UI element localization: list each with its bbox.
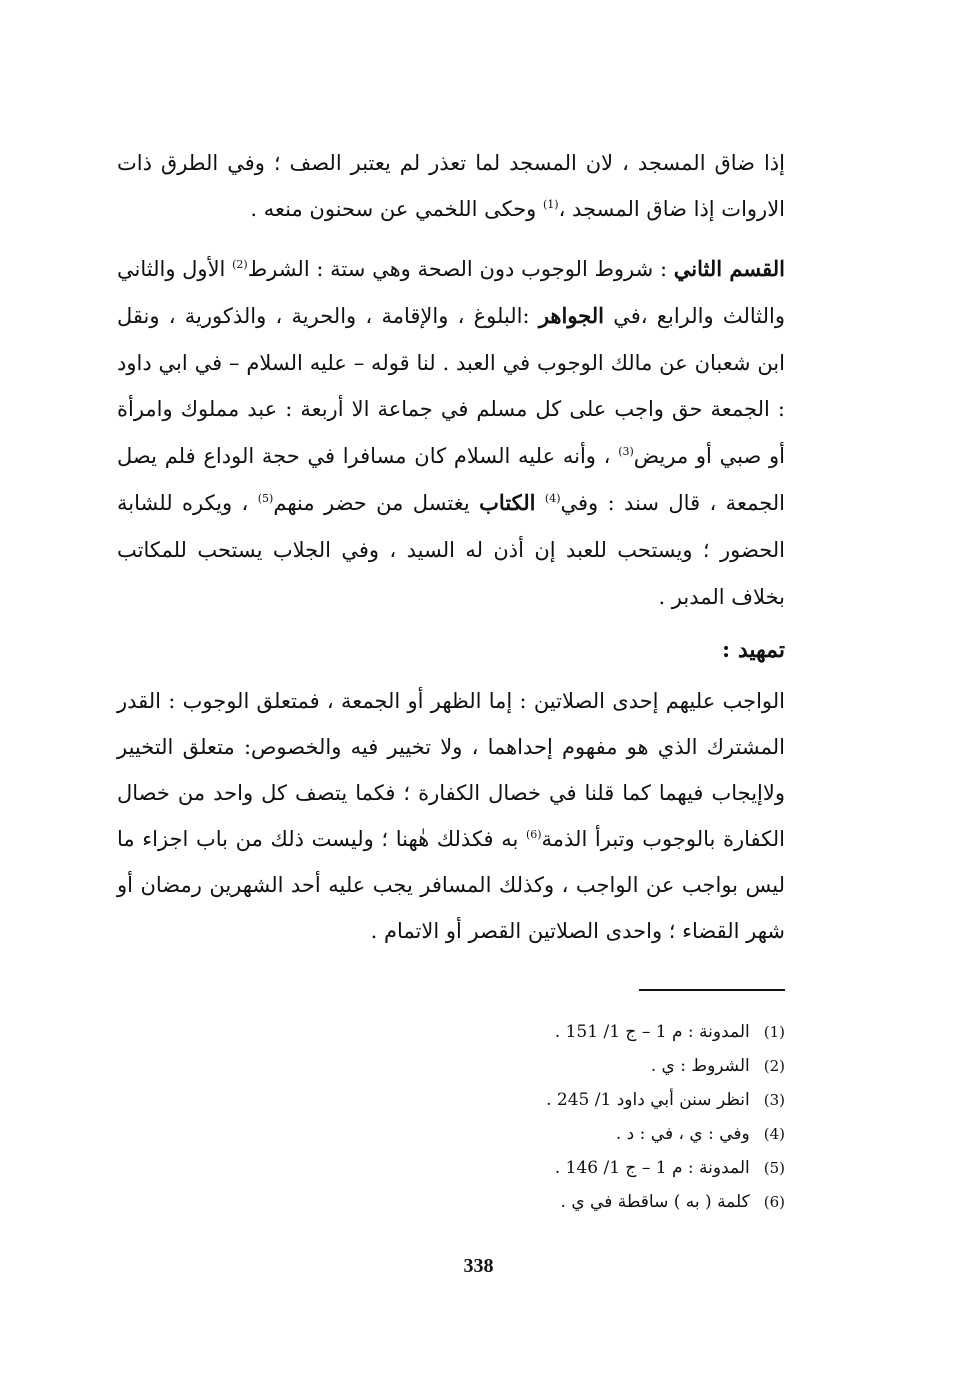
footnote-text: المدونة : م 1 – ج 1/ 151 .	[554, 1022, 750, 1042]
paragraph-2	[117, 246, 785, 620]
footnotes-list	[325, 1015, 785, 1219]
source-name-kitab: الكتاب	[479, 489, 536, 515]
footnote-item	[325, 1117, 785, 1151]
footnote-item	[325, 1083, 785, 1117]
footnote-item	[325, 1015, 785, 1049]
paragraph-1-text-b: وحكى اللخمي عن سحنون منعه .	[250, 197, 543, 221]
footnote-number: (5)	[763, 1159, 785, 1177]
paragraph-2-text-f: يغتسل من حضر منهم	[273, 490, 480, 515]
paragraph-1-text-a: إذا ضاق المسجد ، لان المسجد لما تعذر لم يعتبر الصف ؛ وفي الطرق ذات الاروات إذا ضاق المسجد ،	[117, 151, 785, 221]
footnote-ref-4: (4)	[544, 491, 561, 505]
footnote-ref-6: (6)	[525, 828, 542, 841]
footnote-item	[325, 1185, 785, 1219]
paragraph-3-text-a: الواجب عليهم إحدى الصلاتين : إما الظهر أو الجمعة ، فمتعلق الوجوب : القدر المشترك الذي هو مفهوم إحداهما ، ولا تخيير فيه والخصوص: متعلق التخيير ولاإيجاب فيهما كما قلنا في خصال الكفارة ؛ فكما يتصف كل واحد من خصال الكفارة بالوجوب وتبرأ الذمة	[117, 689, 785, 851]
paragraph-2-text-a: : شروط الوجوب دون الصحة وهي ستة : الشرط	[247, 257, 674, 281]
section-heading-tamhid: تمهيد :	[722, 637, 785, 663]
paragraph-2-text-c: :البلوغ ، والإقامة ، والحرية ، والذكورية ، ونقل ابن شعبان عن مالك الوجوب في العبد . لنا قوله – عليه السلام – في ابي داود : الجمعة حق واجب على كل مسلم في جماعة الا أربعة : عبد مملوك وامرأة أو صبي أو مريض	[117, 303, 786, 469]
footnote-number: (4)	[763, 1125, 785, 1143]
footnote-number: (1)	[763, 1023, 785, 1041]
footnote-text: كلمة ( به ) ساقطة في ي .	[560, 1192, 750, 1212]
footnote-text: انظر سنن أبي داود 1/ 245 .	[546, 1090, 750, 1110]
section-title-second-part: القسم الثاني	[673, 256, 785, 281]
paragraph-2-text-g: ، ويكره للشابة الحضور ؛ ويستحب للعبد إن أذن له السيد ، وفي الجلاب يستحب للمكاتب بخلاف المدبر .	[117, 490, 785, 609]
footnote-ref-5: (5)	[257, 491, 274, 505]
footnote-ref-1: (1)	[543, 198, 559, 211]
footnote-number: (2)	[763, 1057, 785, 1075]
footnote-text: وفي : ي ، في : د .	[615, 1124, 750, 1144]
footnote-number: (3)	[763, 1091, 785, 1109]
footnote-text: المدونة : م 1 – ج 1/ 146 .	[554, 1158, 750, 1178]
paragraph-3	[117, 678, 785, 954]
footnote-ref-3: (3)	[618, 445, 634, 459]
footnote-item	[325, 1049, 785, 1083]
source-name-jawahir: الجواهر	[538, 302, 604, 328]
paragraph-1	[117, 140, 785, 232]
footnote-number: (6)	[763, 1193, 785, 1211]
footnote-text: الشروط : ي .	[650, 1056, 750, 1076]
paragraph-2-text-b: الأول والثاني والثالث والرابع ،في	[117, 257, 785, 328]
paragraph-3-text-b: به فكذلك هٰهنا ؛ وليست ذلك من باب اجزاء ما ليس بواجب عن الواجب ، وكذلك المسافر يجب عليه أحد الشهرين رمضان أو شهر القضاء ؛ واحدى الصلاتين القصر أو الاتمام .	[117, 827, 785, 943]
footnote-item	[325, 1151, 785, 1185]
footnote-ref-2: (2)	[232, 258, 248, 271]
footnote-separator	[639, 989, 785, 991]
page-number: 338	[463, 1255, 494, 1277]
paragraph-2-text-d: ، وأنه عليه السلام كان مسافرا في حجة الوداع فلم يصل الجمعة ، قال سند : وفي	[117, 444, 786, 515]
paragraph-2-text-e	[536, 491, 545, 515]
